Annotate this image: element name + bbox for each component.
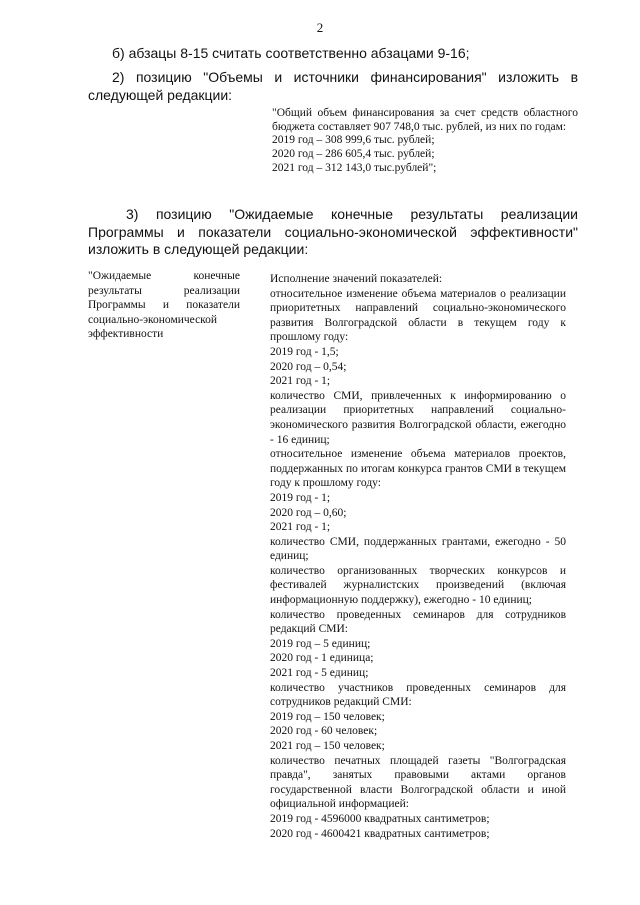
indicator-line: количество печатных площадей газеты "Волгоградская правда", занятых правовыми актами органов государственной власти Волгоградской области и иной официальной информацией: bbox=[270, 754, 566, 811]
indicator-line: 2021 год – 150 человек; bbox=[270, 740, 385, 752]
finance-year-line: 2021 год – 312 143,0 тыс.рублей"; bbox=[272, 161, 437, 174]
item-3-text: 3) позицию "Ожидаемые конечные результаты реализации Программы и показатели социально-экономической эффективности" изложить в следующей редакции: bbox=[88, 206, 578, 257]
indicator-line: 2020 год - 4600421 квадратных сантиметров; bbox=[270, 827, 490, 840]
indicator-line: 2019 год - 1,5; bbox=[270, 345, 339, 358]
table-left-cell bbox=[88, 269, 240, 342]
left-cell-text: "Ожидаемые конечные результаты реализации Программы и показатели социально-экономической эффективности bbox=[88, 270, 240, 340]
indicator-line: 2020 год - 1 единица; bbox=[270, 652, 374, 665]
indicator-line: 2020 год – 0,60; bbox=[270, 506, 347, 519]
finance-year-line: 2019 год – 308 999,6 тыс. рублей; bbox=[272, 134, 435, 147]
finance-year-line: 2020 год – 286 605,4 тыс. рублей; bbox=[272, 148, 435, 161]
indicator-line: 2019 год – 150 человек; bbox=[270, 710, 385, 723]
indicator-line: относительное изменение объема материалов о реализации приоритетных направлений социально-экономического развития Волгоградской области в текущем году к прошлому году: bbox=[270, 287, 566, 344]
indicator-line: 2021 год - 1; bbox=[270, 521, 331, 534]
indicator-line: 2019 год – 5 единиц; bbox=[270, 637, 371, 650]
finance-paragraph: "Общий объем финансирования за счет средств областного бюджета составляет 907 748,0 тыс. рублей, из них по годам: bbox=[272, 107, 578, 133]
paragraph-item-3 bbox=[88, 206, 578, 259]
paragraph-item-2: 2) позицию "Объемы и источники финансирования" изложить в следующей редакции: bbox=[88, 69, 578, 103]
indicator-line: 2019 год - 1; bbox=[270, 491, 331, 504]
indicator-line: 2021 год - 5 единиц; bbox=[270, 667, 369, 680]
indicator-line: относительное изменение объема материалов проектов, поддержанных по итогам конкурса грантов СМИ в текущем году к прошлому году: bbox=[270, 448, 566, 490]
indicator-line: 2021 год - 1; bbox=[270, 375, 331, 388]
indicator-line: количество СМИ, привлеченных к информированию о реализации приоритетных направлений социально-экономического развития Волгоградской области, ежегодно - 16 единиц; bbox=[270, 389, 566, 446]
indicator-line: количество участников проведенных семинаров для сотрудников редакций СМИ: bbox=[270, 681, 566, 709]
table-right-cell bbox=[270, 272, 566, 841]
indicator-line: 2020 год - 60 человек; bbox=[270, 725, 378, 738]
page-number: 2 bbox=[316, 20, 324, 35]
indicator-line: Исполнение значений показателей: bbox=[270, 273, 443, 285]
indicator-line: количество СМИ, поддержанных грантами, ежегодно - 50 единиц; bbox=[270, 535, 566, 563]
indicator-line: 2019 год - 4596000 квадратных сантиметров; bbox=[270, 812, 490, 825]
indicator-line: количество организованных творческих конкурсов и фестивалей журналистских произведений (включая информационную поддержку), ежегодно - 10 единиц; bbox=[270, 564, 566, 607]
indicator-line: количество проведенных семинаров для сотрудников редакций СМИ: bbox=[270, 608, 566, 636]
paragraph-item-b: б) абзацы 8-15 считать соответственно абзацами 9-16; bbox=[112, 45, 470, 61]
indicator-line: 2020 год – 0,54; bbox=[270, 360, 347, 373]
finance-block bbox=[272, 107, 578, 176]
